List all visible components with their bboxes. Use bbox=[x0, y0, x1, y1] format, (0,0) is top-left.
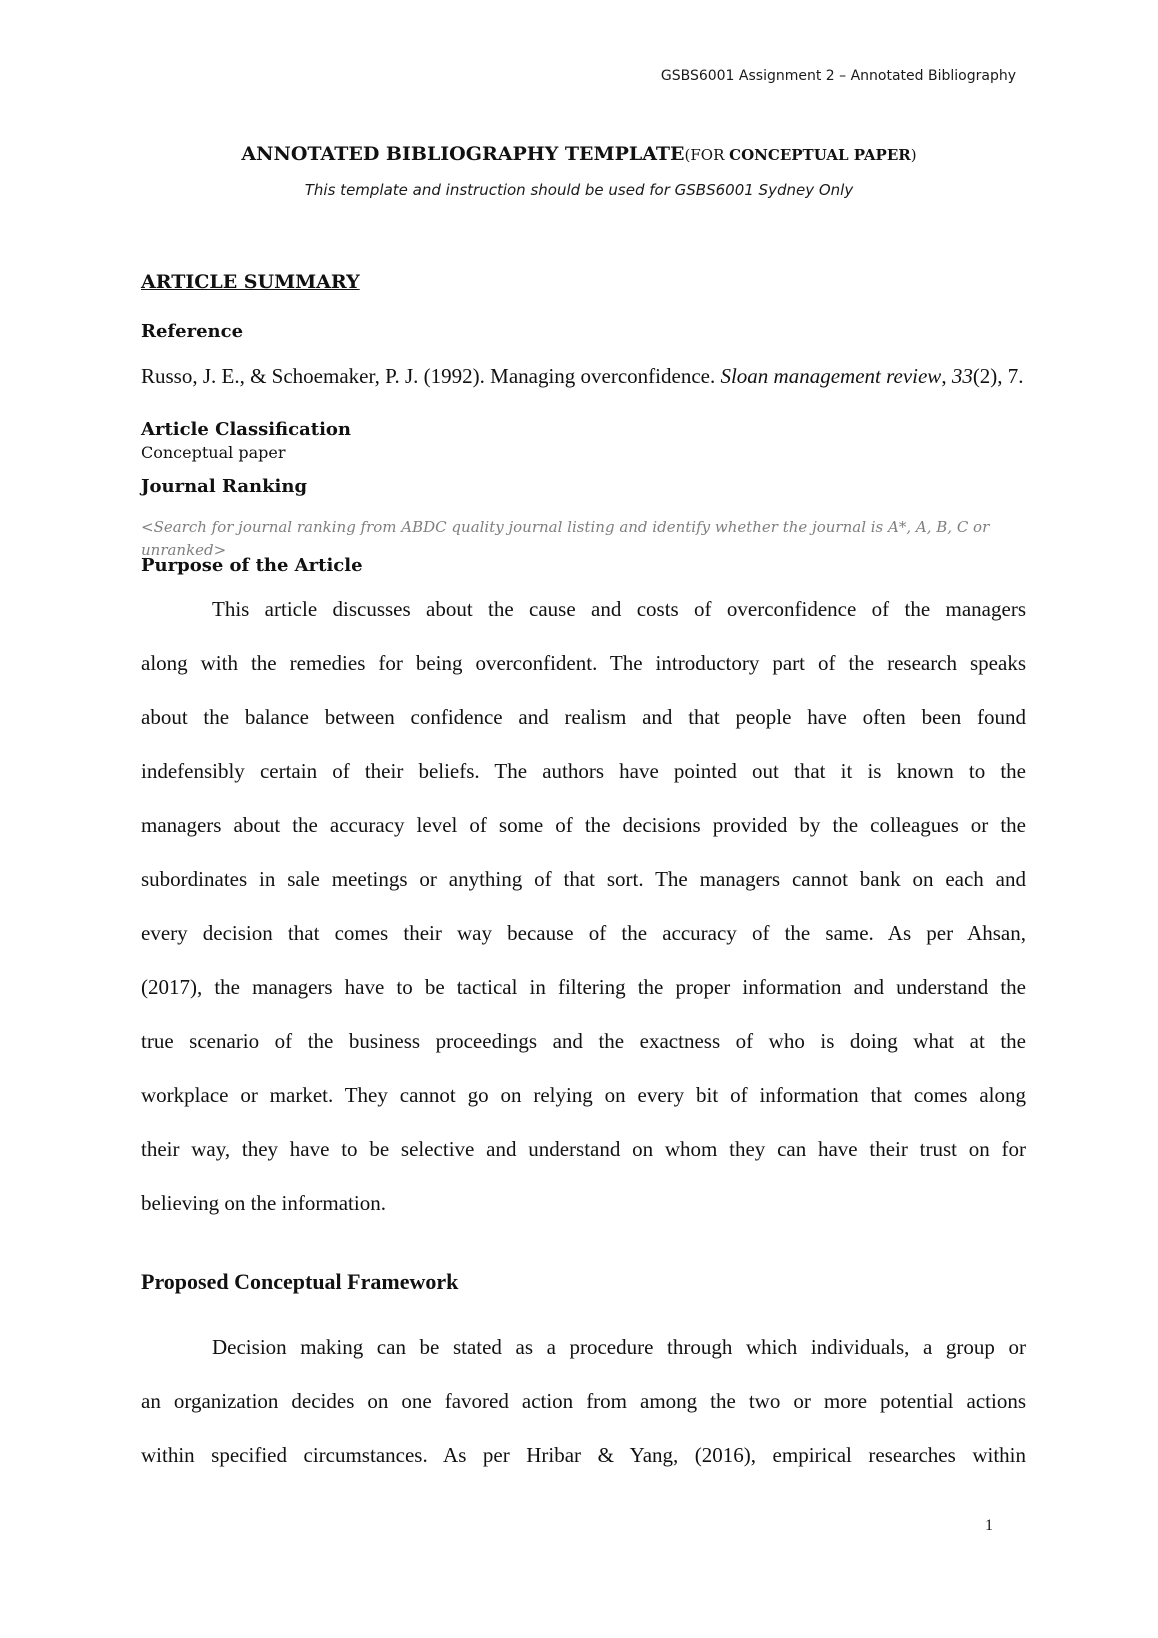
framework-heading: Proposed Conceptual Framework bbox=[141, 1269, 459, 1294]
reference-separator: , bbox=[941, 364, 952, 388]
reference-volume: 33 bbox=[951, 364, 973, 388]
document-subtitle: This template and instruction should be used for GSBS6001 Sydney Only bbox=[304, 181, 854, 199]
paragraph-line: their way, they have to be selective and understand on whom they can have their trust on for bbox=[141, 1137, 1026, 1161]
paragraph-line: true scenario of the business proceedings and the exactness of who is doing what at the bbox=[141, 1029, 1026, 1053]
journal-ranking-hint: <Search for journal ranking from ABDC quality journal listing and identify whether the journal is A*, A, B, C or unranked> bbox=[141, 518, 990, 559]
purpose-label: Purpose of the Article bbox=[141, 555, 363, 576]
paragraph-line: This article discusses about the cause and costs of overconfidence of the managers bbox=[212, 597, 1026, 621]
paragraph-line: an organization decides on one favored action from among the two or more potential actions bbox=[141, 1389, 1026, 1413]
reference-journal: Sloan management review bbox=[720, 364, 942, 388]
reference-issue-pages: (2), 7. bbox=[972, 364, 1024, 388]
framework-paragraph bbox=[141, 1320, 1026, 1482]
paragraph-line: Decision making can be stated as a procedure through which individuals, a group or bbox=[212, 1335, 1026, 1359]
title-paren-open: (FOR bbox=[684, 146, 730, 164]
running-header: GSBS6001 Assignment 2 – Annotated Bibliography bbox=[660, 68, 1016, 84]
paragraph-line: (2017), the managers have to be tactical in filtering the proper information and understand the bbox=[141, 975, 1026, 999]
title-main: ANNOTATED BIBLIOGRAPHY TEMPLATE bbox=[241, 143, 685, 165]
classification-value: Conceptual paper bbox=[141, 443, 286, 462]
title-paren-close: ) bbox=[910, 146, 917, 164]
article-summary-heading: ARTICLE SUMMARY bbox=[141, 271, 360, 293]
paragraph-line: subordinates in sale meetings or anything of that sort. The managers cannot bank on each and bbox=[141, 867, 1026, 891]
reference-authors-title: Russo, J. E., & Schoemaker, P. J. (1992). Managing overconfidence. bbox=[141, 364, 721, 388]
title-paper-type: CONCEPTUAL PAPER bbox=[729, 146, 911, 164]
document-title bbox=[0, 143, 1158, 165]
reference-label: Reference bbox=[141, 321, 244, 342]
paragraph-line: along with the remedies for being overconfident. The introductory part of the research speaks bbox=[141, 651, 1026, 675]
reference-citation bbox=[141, 363, 1026, 390]
page-number: 1 bbox=[985, 1517, 993, 1534]
journal-ranking-label: Journal Ranking bbox=[141, 476, 308, 497]
paragraph-line: about the balance between confidence and realism and that people have often been found bbox=[141, 705, 1026, 729]
paragraph-line: within specified circumstances. As per Hribar & Yang, (2016), empirical researches within bbox=[141, 1443, 1026, 1467]
purpose-paragraph bbox=[141, 582, 1026, 1230]
classification-label: Article Classification bbox=[141, 419, 352, 440]
paragraph-line: believing on the information. bbox=[141, 1191, 386, 1215]
paragraph-line: workplace or market. They cannot go on relying on every bit of information that comes along bbox=[141, 1083, 1026, 1107]
paragraph-line: indefensibly certain of their beliefs. The authors have pointed out that it is known to the bbox=[141, 759, 1026, 783]
paragraph-line: every decision that comes their way because of the accuracy of the same. As per Ahsan, bbox=[141, 921, 1026, 945]
paragraph-line: managers about the accuracy level of some of the decisions provided by the colleagues or the bbox=[141, 813, 1026, 837]
